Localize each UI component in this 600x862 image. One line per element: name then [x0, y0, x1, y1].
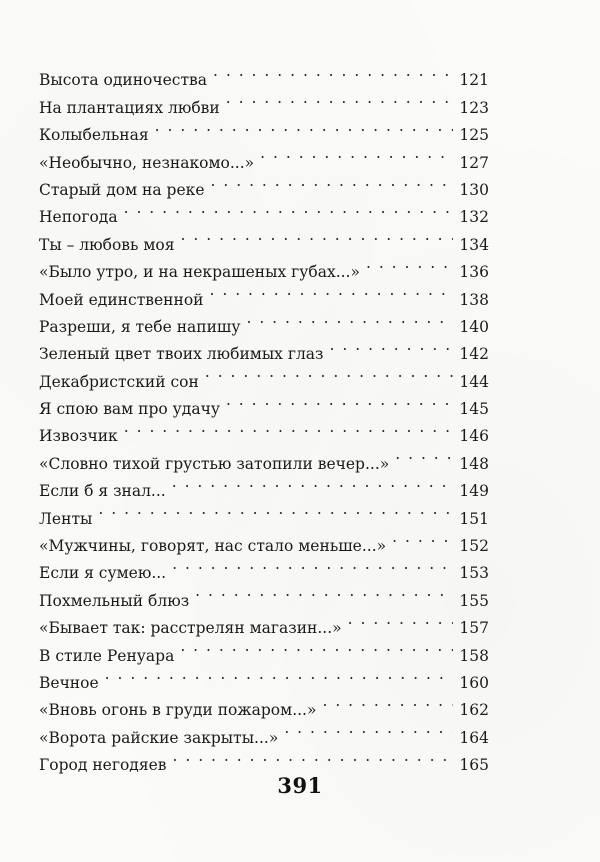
- dot-leader: [330, 332, 453, 359]
- dot-leader: [210, 277, 454, 304]
- entry-page-number: 151: [459, 509, 489, 528]
- entry-page-number: 164: [459, 728, 489, 747]
- entry-title: Непогода: [39, 208, 118, 227]
- entry-title: Город негодяев: [39, 756, 167, 775]
- entry-title: «Ворота райские закрыты...»: [39, 728, 279, 747]
- entry-title: «Мужчины, говорят, нас стало меньше...»: [39, 537, 387, 556]
- dot-leader: [155, 113, 453, 140]
- entry-title: Зеленый цвет твоих любимых глаз: [39, 345, 324, 364]
- entry-title: Старый дом на реке: [39, 180, 205, 199]
- dot-leader: [395, 441, 453, 468]
- entry-page-number: 140: [459, 317, 489, 336]
- dot-leader: [124, 414, 453, 441]
- table-of-contents: [39, 58, 489, 775]
- entry-title: На плантациях любви: [39, 98, 220, 117]
- dot-leader: [173, 743, 454, 770]
- dot-leader: [180, 633, 453, 660]
- dot-leader: [260, 140, 453, 167]
- dot-leader: [195, 578, 453, 605]
- dot-leader: [322, 688, 453, 715]
- entry-title: Если б я знал...: [39, 482, 166, 501]
- entry-title: Я спою вам про удачу: [39, 400, 220, 419]
- toc-entry: [39, 688, 489, 720]
- dot-leader: [348, 606, 453, 633]
- dot-leader: [284, 715, 453, 742]
- entry-page-number: 138: [459, 290, 489, 309]
- entry-page-number: 127: [459, 153, 489, 172]
- toc-entry: [39, 496, 489, 528]
- entry-page-number: 152: [459, 537, 489, 556]
- entry-page-number: 155: [459, 591, 489, 610]
- entry-title: Декабристский сон: [39, 372, 199, 391]
- dot-leader: [392, 524, 453, 551]
- entry-title: Ленты: [39, 509, 93, 528]
- entry-page-number: 153: [459, 564, 489, 583]
- entry-title: «Было утро, и на некрашеных губах...»: [39, 263, 360, 282]
- dot-leader: [181, 222, 453, 249]
- entry-title: Колыбельная: [39, 126, 149, 145]
- entry-page-number: 146: [459, 427, 489, 446]
- dot-leader: [124, 195, 453, 222]
- entry-title: Разреши, я тебе напишу: [39, 317, 241, 336]
- entry-page-number: 157: [459, 619, 489, 638]
- entry-page-number: 162: [459, 701, 489, 720]
- entry-title: Извозчик: [39, 427, 118, 446]
- dot-leader: [105, 661, 453, 688]
- entry-page-number: 158: [459, 646, 489, 665]
- entry-page-number: 134: [459, 235, 489, 254]
- entry-page-number: 149: [459, 482, 489, 501]
- entry-page-number: 121: [459, 71, 489, 90]
- page-number: 391: [277, 773, 323, 798]
- dot-leader: [211, 168, 453, 195]
- entry-page-number: 165: [459, 756, 489, 775]
- dot-leader: [366, 250, 453, 277]
- dot-leader: [226, 387, 453, 414]
- dot-leader: [98, 496, 453, 523]
- entry-title: «Вновь огонь в груди пожаром...»: [39, 701, 317, 720]
- entry-title: В стиле Ренуара: [39, 646, 175, 665]
- entry-page-number: 145: [459, 400, 489, 419]
- entry-title: Моей единственной: [39, 290, 204, 309]
- entry-title: «Необычно, незнакомо...»: [39, 153, 255, 172]
- dot-leader: [226, 85, 453, 112]
- dot-leader: [172, 469, 453, 496]
- entry-page-number: 160: [459, 673, 489, 692]
- toc-entry: [39, 661, 489, 692]
- dot-leader: [213, 58, 453, 85]
- entry-page-number: 125: [459, 126, 489, 145]
- entry-page-number: 148: [459, 454, 489, 473]
- entry-title: Ты – любовь моя: [39, 235, 175, 254]
- entry-title: «Словно тихой грустью затопили вечер...»: [39, 454, 390, 473]
- entry-page-number: 142: [459, 345, 489, 364]
- entry-page-number: 132: [459, 208, 489, 227]
- toc-entry: [39, 524, 489, 556]
- entry-title: Если я сумею...: [39, 564, 167, 583]
- entry-title: Похмельный блюз: [39, 591, 190, 610]
- toc-entry: [39, 58, 489, 90]
- entry-title: Вечное: [39, 673, 99, 692]
- entry-page-number: 123: [459, 98, 489, 117]
- entry-page-number: 136: [459, 263, 489, 282]
- entry-page-number: 130: [459, 180, 489, 199]
- dot-leader: [205, 359, 453, 386]
- entry-page-number: 144: [459, 372, 489, 391]
- entry-title: Высота одиночества: [39, 71, 207, 90]
- dot-leader: [172, 551, 453, 578]
- dot-leader: [246, 305, 453, 332]
- entry-title: «Бывает так: расстрелян магазин...»: [39, 619, 342, 638]
